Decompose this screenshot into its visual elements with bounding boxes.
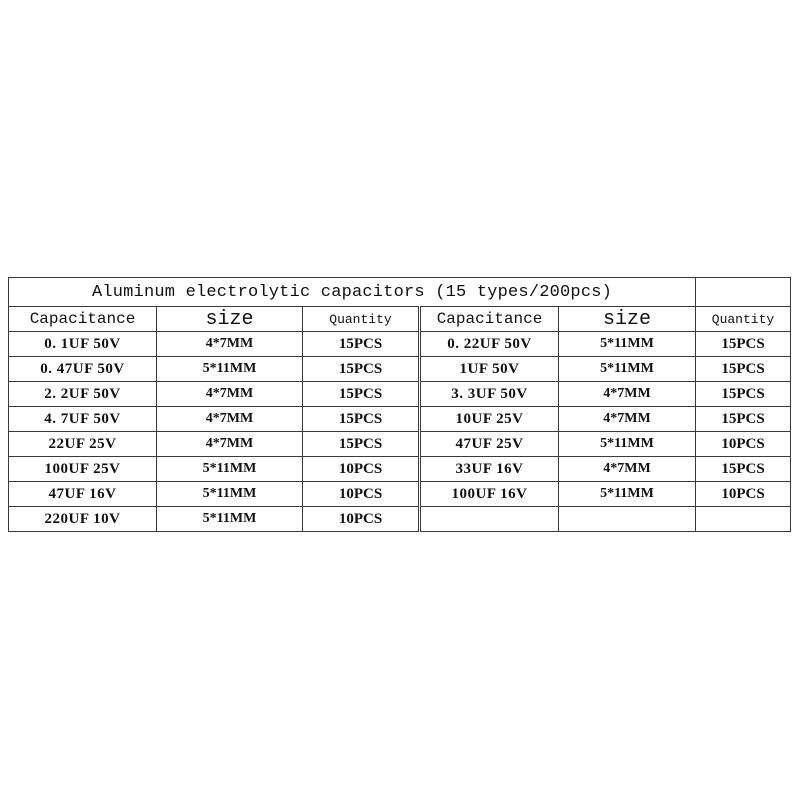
right-quantity-cell: 15PCS bbox=[696, 407, 791, 432]
table-row bbox=[9, 457, 791, 482]
right-capacitance-cell bbox=[420, 507, 559, 532]
right-quantity-cell: 10PCS bbox=[696, 432, 791, 457]
table-row bbox=[9, 357, 791, 382]
right-capacitance-cell: 100UF 16V bbox=[420, 482, 559, 507]
table-row bbox=[9, 507, 791, 532]
header-size-right: size bbox=[559, 307, 696, 332]
right-size-cell: 5*11MM bbox=[559, 482, 696, 507]
right-size-cell: 4*7MM bbox=[559, 382, 696, 407]
left-capacitance-cell: 100UF 25V bbox=[9, 457, 157, 482]
header-quantity-right: Quantity bbox=[696, 307, 791, 332]
left-quantity-cell: 15PCS bbox=[303, 432, 420, 457]
table-title: Aluminum electrolytic capacitors (15 types/200pcs) bbox=[9, 278, 696, 307]
right-size-cell bbox=[559, 507, 696, 532]
table-row bbox=[9, 407, 791, 432]
table-row bbox=[9, 332, 791, 357]
right-quantity-cell: 15PCS bbox=[696, 382, 791, 407]
left-size-cell: 4*7MM bbox=[157, 382, 303, 407]
left-quantity-cell: 15PCS bbox=[303, 382, 420, 407]
left-quantity-cell: 10PCS bbox=[303, 457, 420, 482]
right-size-cell: 5*11MM bbox=[559, 332, 696, 357]
left-size-cell: 5*11MM bbox=[157, 357, 303, 382]
right-quantity-cell: 15PCS bbox=[696, 457, 791, 482]
left-quantity-cell: 15PCS bbox=[303, 357, 420, 382]
table-row bbox=[9, 482, 791, 507]
title-row-empty-cell bbox=[696, 278, 791, 307]
left-size-cell: 4*7MM bbox=[157, 432, 303, 457]
left-quantity-cell: 10PCS bbox=[303, 482, 420, 507]
left-quantity-cell: 15PCS bbox=[303, 332, 420, 357]
left-quantity-cell: 15PCS bbox=[303, 407, 420, 432]
right-capacitance-cell: 0. 22UF 50V bbox=[420, 332, 559, 357]
header-capacitance-left: Capacitance bbox=[9, 307, 157, 332]
capacitor-table-container bbox=[8, 277, 790, 532]
left-capacitance-cell: 2. 2UF 50V bbox=[9, 382, 157, 407]
header-quantity-left: Quantity bbox=[303, 307, 420, 332]
header-row bbox=[9, 307, 791, 332]
left-capacitance-cell: 47UF 16V bbox=[9, 482, 157, 507]
left-size-cell: 4*7MM bbox=[157, 407, 303, 432]
left-quantity-cell: 10PCS bbox=[303, 507, 420, 532]
left-capacitance-cell: 22UF 25V bbox=[9, 432, 157, 457]
left-size-cell: 4*7MM bbox=[157, 332, 303, 357]
capacitor-table bbox=[8, 277, 791, 532]
right-quantity-cell: 15PCS bbox=[696, 357, 791, 382]
right-quantity-cell: 10PCS bbox=[696, 482, 791, 507]
right-quantity-cell bbox=[696, 507, 791, 532]
left-capacitance-cell: 220UF 10V bbox=[9, 507, 157, 532]
right-size-cell: 4*7MM bbox=[559, 407, 696, 432]
right-size-cell: 5*11MM bbox=[559, 432, 696, 457]
right-size-cell: 5*11MM bbox=[559, 357, 696, 382]
left-size-cell: 5*11MM bbox=[157, 457, 303, 482]
left-capacitance-cell: 4. 7UF 50V bbox=[9, 407, 157, 432]
right-size-cell: 4*7MM bbox=[559, 457, 696, 482]
right-quantity-cell: 15PCS bbox=[696, 332, 791, 357]
left-capacitance-cell: 0. 1UF 50V bbox=[9, 332, 157, 357]
right-capacitance-cell: 3. 3UF 50V bbox=[420, 382, 559, 407]
left-size-cell: 5*11MM bbox=[157, 482, 303, 507]
right-capacitance-cell: 47UF 25V bbox=[420, 432, 559, 457]
right-capacitance-cell: 1UF 50V bbox=[420, 357, 559, 382]
table-body bbox=[9, 332, 791, 532]
left-size-cell: 5*11MM bbox=[157, 507, 303, 532]
left-capacitance-cell: 0. 47UF 50V bbox=[9, 357, 157, 382]
table-row bbox=[9, 432, 791, 457]
title-row bbox=[9, 278, 791, 307]
right-capacitance-cell: 33UF 16V bbox=[420, 457, 559, 482]
table-row bbox=[9, 382, 791, 407]
header-size-left: size bbox=[157, 307, 303, 332]
right-capacitance-cell: 10UF 25V bbox=[420, 407, 559, 432]
header-capacitance-right: Capacitance bbox=[420, 307, 559, 332]
